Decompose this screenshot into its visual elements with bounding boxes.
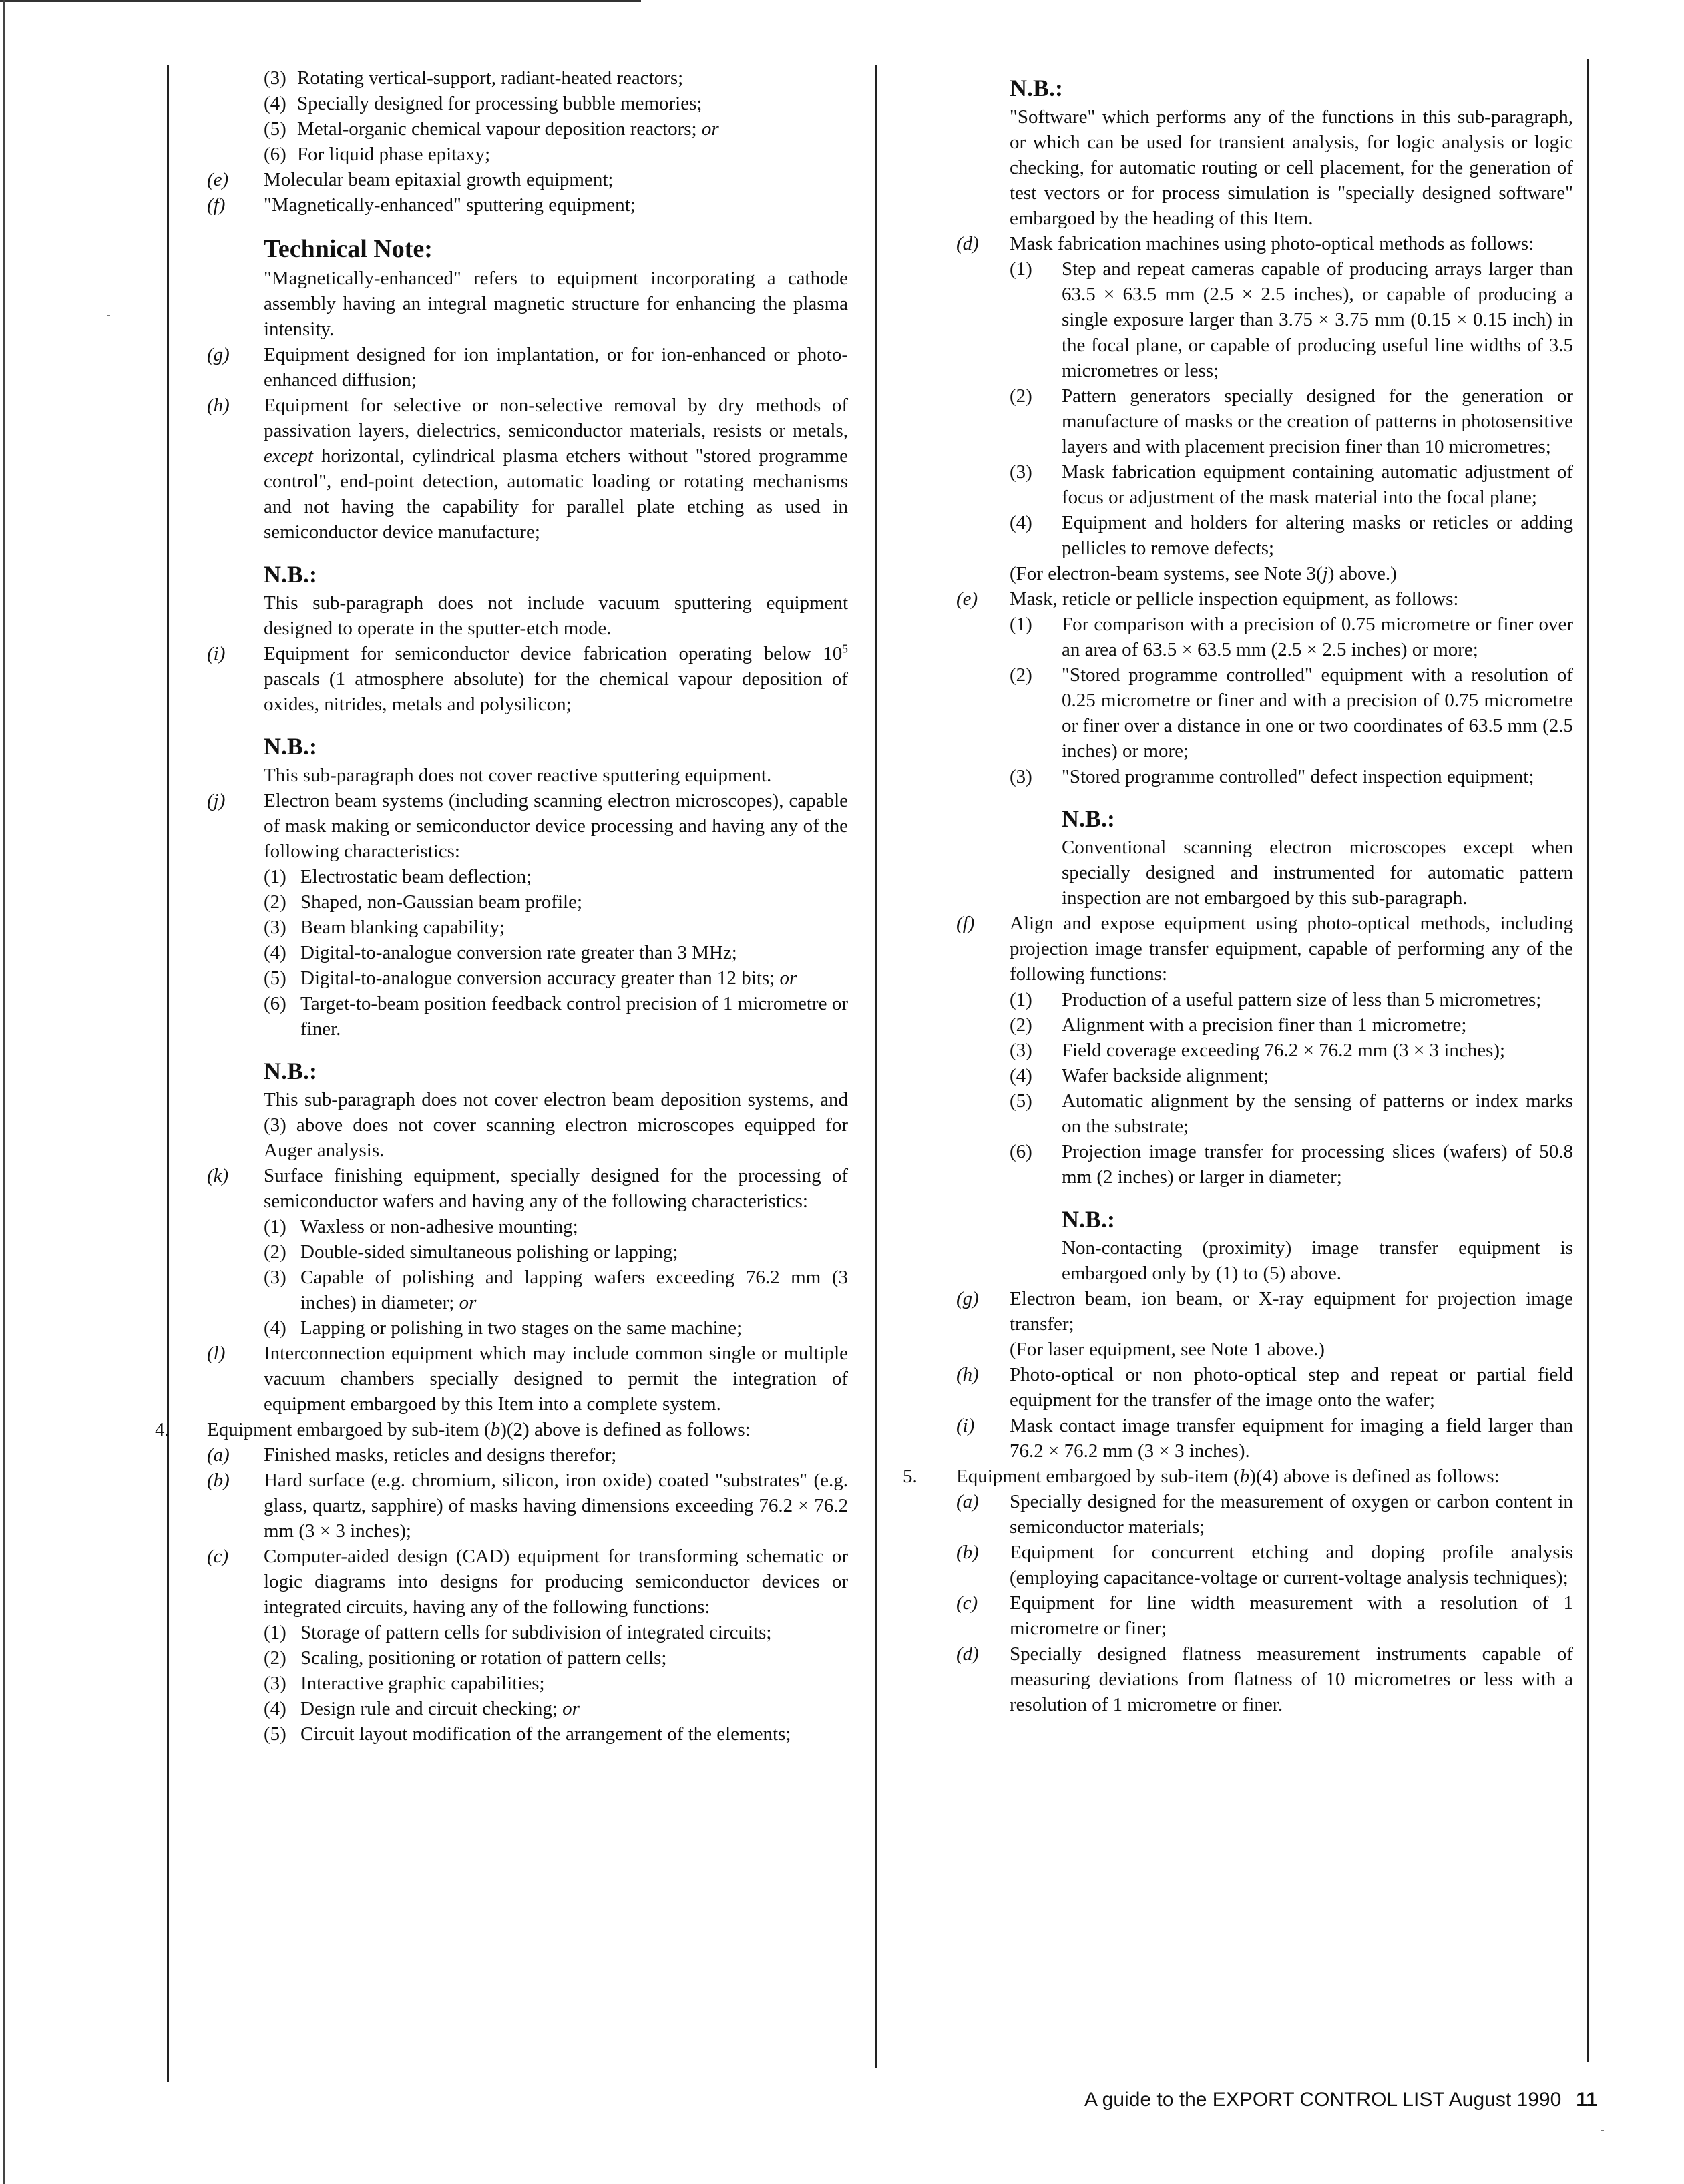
item-text: Specially designed for processing bubble memories; (297, 93, 702, 114)
note-paragraph: "Software" which performs any of the functions in this sub-paragraph, or which can be used for transient analysis, for logic analysis or logic checking, for automatic routing or cell placement, for the generation of test vectors or for process simulation is "specially designed software" embargoed by the heading of this Item. (1010, 106, 1573, 229)
list-item (207, 1163, 848, 1214)
list-item (956, 1540, 1573, 1590)
list-item (956, 1413, 1573, 1464)
list-item (264, 1620, 848, 1645)
item-marker: (3) (1010, 1040, 1032, 1061)
item-text: For liquid phase epitaxy; (297, 144, 491, 165)
list-item (207, 1442, 848, 1468)
list-item (207, 192, 848, 218)
list-item (1010, 987, 1573, 1012)
list-item (264, 1721, 848, 1747)
item-text: Align and expose equipment using photo-optical methods, including projection image transfer equipment, capable of performing any of the following functions: (1010, 913, 1573, 985)
item-marker: (1) (264, 1622, 286, 1643)
list-item (1010, 1012, 1573, 1038)
item-text: Electron beam, ion beam, or X-ray equipment for projection image transfer; (1010, 1288, 1573, 1335)
item-marker: (3) (264, 67, 286, 89)
item-marker: (5) (264, 1723, 286, 1745)
item-marker: (d) (956, 1643, 979, 1665)
item-marker: (e) (956, 588, 978, 610)
item-text: Interactive graphic capabilities; (300, 1673, 545, 1694)
item-marker: (a) (207, 1444, 230, 1466)
list-item (1010, 1088, 1573, 1139)
nb-heading: N.B.: (1062, 805, 1115, 832)
list-item (956, 1489, 1573, 1540)
list-item (264, 142, 848, 167)
item-marker: (5) (264, 118, 286, 140)
note-paragraph: This sub-paragraph does not cover reactive sputtering equipment. (264, 765, 772, 786)
item-text: Wafer backside alignment; (1062, 1065, 1269, 1086)
item-marker: (4) (264, 1317, 286, 1339)
item-marker: (6) (264, 144, 286, 165)
list-item (264, 1265, 848, 1315)
list-item (264, 91, 848, 116)
item-text: Electrostatic beam deflection; (300, 866, 532, 887)
list-item (264, 116, 848, 142)
item-text: Storage of pattern cells for subdivision of integrated circuits; (300, 1622, 772, 1643)
list-item (264, 1645, 848, 1671)
left-column (155, 65, 848, 1747)
scan-speck (1601, 2130, 1604, 2131)
item-marker: 4. (155, 1419, 170, 1440)
item-text: Mask, reticle or pellicle inspection equipment, as follows: (1010, 588, 1459, 610)
item-text: Mask fabrication equipment containing automatic adjustment of focus or adjustment of the mask material into the focal plane; (1062, 461, 1573, 508)
page-left-edge (3, 0, 5, 2184)
item-marker: (1) (264, 1216, 286, 1237)
item-text: Equipment for line width measurement with a resolution of 1 micrometre or finer; (1010, 1592, 1573, 1639)
list-item (264, 889, 848, 915)
list-item (956, 586, 1573, 612)
item-marker: (j) (207, 790, 226, 811)
right-margin-rule (1587, 59, 1589, 2062)
list-item (207, 1468, 848, 1544)
nb-heading: N.B.: (1062, 1206, 1115, 1233)
list-item (264, 1239, 848, 1265)
item-text: Equipment and holders for altering masks or reticles or adding pellicles to remove defects; (1062, 512, 1573, 559)
item-text: Digital-to-analogue conversion rate greater than 3 MHz; (300, 942, 737, 963)
item-marker: (1) (264, 866, 286, 887)
item-text: Waxless or non-adhesive mounting; (300, 1216, 578, 1237)
nb-heading: N.B.: (264, 561, 317, 588)
item-text: Alignment with a precision finer than 1 micrometre; (1062, 1014, 1467, 1036)
item-text: Equipment designed for ion implantation, or for ion-enhanced or photo-enhanced diffusion; (264, 344, 848, 391)
item-marker: (2) (1010, 385, 1032, 407)
item-marker: (f) (207, 194, 226, 216)
list-item (264, 1315, 848, 1341)
page-footer (1084, 2089, 1597, 2111)
item-text: For comparison with a precision of 0.75 micrometre or finer over an area of 63.5 × 63.5 mm (2.5 × 2.5 inches) or more; (1062, 614, 1573, 660)
item-text: Target-to-beam position feedback control precision of 1 micrometre or finer. (300, 993, 848, 1040)
item-text: "Magnetically-enhanced" sputtering equipment; (264, 194, 636, 216)
technical-note-heading: Technical Note: (264, 235, 433, 263)
list-item (264, 1696, 848, 1721)
item-marker: (3) (1010, 766, 1032, 787)
list-item (264, 915, 848, 940)
nb-heading: N.B.: (1010, 75, 1063, 101)
item-text: Double-sided simultaneous polishing or lapping; (300, 1241, 678, 1263)
item-text: Design rule and circuit checking; or (300, 1698, 580, 1719)
item-text: Projection image transfer for processing slices (wafers) of 50.8 mm (2 inches) or larger in diameter; (1062, 1141, 1573, 1188)
list-item (264, 1671, 848, 1696)
list-item (1010, 612, 1573, 662)
item-marker: (2) (1010, 1014, 1032, 1036)
item-marker: (i) (956, 1415, 975, 1436)
item-marker: (d) (956, 233, 979, 254)
item-text: Specially designed flatness measurement instruments capable of measuring deviations from flatness of 10 micrometres or less with a resolution of 1 micrometre or finer. (1010, 1643, 1573, 1715)
item-text: Mask fabrication machines using photo-optical methods as follows: (1010, 233, 1534, 254)
list-item (207, 1544, 848, 1620)
note-paragraph: Non-contacting (proximity) image transfer equipment is embargoed only by (1) to (5) above. (1062, 1237, 1573, 1284)
item-text: Metal-organic chemical vapour deposition reactors; or (297, 118, 719, 140)
item-marker: (3) (264, 1673, 286, 1694)
list-item (956, 231, 1573, 256)
list-item (956, 1286, 1573, 1337)
column-divider (875, 65, 877, 2068)
item-text: Equipment embargoed by sub-item (b)(2) above is defined as follows: (207, 1419, 751, 1440)
item-marker: (c) (207, 1546, 229, 1567)
list-item (1010, 256, 1573, 383)
list-item (155, 1417, 848, 1442)
note-paragraph: This sub-paragraph does not include vacuum sputtering equipment designed to operate in the sputter-etch mode. (264, 592, 848, 639)
item-text: Pattern generators specially designed for the generation or manufacture of masks or the creation of patterns in photosensitive layers and with placement precision finer than 10 micrometres; (1062, 385, 1573, 457)
list-item (956, 1590, 1573, 1641)
item-marker: (6) (1010, 1141, 1032, 1162)
item-text: Production of a useful pattern size of less than 5 micrometres; (1062, 989, 1542, 1010)
item-text: Surface finishing equipment, specially designed for the processing of semiconductor wafers and having any of the following characteristics: (264, 1165, 848, 1212)
list-item (1010, 662, 1573, 764)
nb-heading: N.B.: (264, 1058, 317, 1084)
item-marker: (2) (264, 1647, 286, 1669)
item-marker: (e) (207, 169, 229, 190)
item-marker: (b) (956, 1542, 979, 1563)
item-text: Equipment for concurrent etching and doping profile analysis (employing capacitance-voltage or current-voltage analysis techniques); (1010, 1542, 1573, 1588)
item-marker: (k) (207, 1165, 229, 1186)
list-item (207, 342, 848, 393)
item-marker: (1) (1010, 989, 1032, 1010)
item-text: "Stored programme controlled" equipment with a resolution of 0.25 micrometre or finer and with a precision of 0.75 micrometre or finer over a distance in one or two coordinates of 63.5 mm (2.5 inches) or more; (1062, 664, 1573, 762)
item-text: Mask contact image transfer equipment for imaging a field larger than 76.2 × 76.2 mm (3 × 3 inches). (1010, 1415, 1573, 1462)
list-item (956, 1641, 1573, 1717)
item-text: Circuit layout modification of the arrangement of the elements; (300, 1723, 791, 1745)
list-item (207, 788, 848, 864)
list-item (264, 864, 848, 889)
note-paragraph: Conventional scanning electron microscopes except when specially designed and instrumented for automatic pattern inspection are not embargoed by this sub-paragraph. (1062, 837, 1573, 909)
item-marker: (2) (264, 891, 286, 913)
item-text: Hard surface (e.g. chromium, silicon, iron oxide) coated "substrates" (e.g. glass, quartz, sapphire) of masks having dimensions exceeding 76.2 × 76.2 mm (3 × 3 inches); (264, 1470, 848, 1542)
list-item (264, 965, 848, 991)
list-item (207, 641, 848, 717)
item-marker: (4) (264, 93, 286, 114)
item-text: Molecular beam epitaxial growth equipment; (264, 169, 614, 190)
note-paragraph: (For laser equipment, see Note 1 above.) (1010, 1339, 1325, 1360)
list-item (1010, 383, 1573, 459)
item-marker: (5) (264, 967, 286, 989)
item-text: Finished masks, reticles and designs therefor; (264, 1444, 617, 1466)
list-item (207, 393, 848, 545)
list-item (264, 940, 848, 965)
list-item (207, 1341, 848, 1417)
item-text: Equipment for semiconductor device fabrication operating below $10^5$ pascals (1 atmosphere absolute) for the chemical vapour deposition of oxides, nitrides, metals and polysilicon; (264, 642, 848, 715)
list-item (1010, 1038, 1573, 1063)
item-text: Specially designed for the measurement of oxygen or carbon content in semiconductor materials; (1010, 1491, 1573, 1538)
item-marker: (g) (207, 344, 230, 365)
footer-title: A guide to the EXPORT CONTROL LIST August 1990 (1084, 2089, 1562, 2111)
item-text: Capable of polishing and lapping wafers exceeding 76.2 mm (3 inches) in diameter; or (300, 1267, 848, 1313)
item-marker: (1) (1010, 258, 1032, 280)
list-item (1010, 1139, 1573, 1190)
item-marker: (6) (264, 993, 286, 1014)
item-marker: 5. (903, 1466, 917, 1487)
scan-speck (107, 315, 110, 316)
page-top-edge (0, 0, 641, 2)
item-text: Interconnection equipment which may include common single or multiple vacuum chambers specially designed to permit the integration of equipment embargoed by this Item into a complete system. (264, 1343, 848, 1415)
item-marker: (h) (207, 395, 230, 416)
item-marker: (2) (1010, 664, 1032, 686)
item-text: Automatic alignment by the sensing of patterns or index marks on the substrate; (1062, 1090, 1573, 1137)
item-marker: (4) (264, 942, 286, 963)
list-item (1010, 510, 1573, 561)
list-item (264, 991, 848, 1042)
list-item (903, 1464, 1573, 1489)
list-item (1010, 1063, 1573, 1088)
list-item (1010, 459, 1573, 510)
right-column (903, 59, 1573, 1717)
item-marker: (l) (207, 1343, 226, 1364)
item-marker: (c) (956, 1592, 978, 1614)
note-paragraph: "Magnetically-enhanced" refers to equipment incorporating a cathode assembly having an integral magnetic structure for enhancing the plasma intensity. (264, 268, 848, 340)
item-text: Digital-to-analogue conversion accuracy greater than 12 bits; or (300, 967, 797, 989)
note-paragraph: (For electron-beam systems, see Note 3(j) above.) (1010, 563, 1397, 584)
item-marker: (3) (264, 1267, 286, 1288)
item-marker: (a) (956, 1491, 979, 1512)
item-marker: (4) (1010, 1065, 1032, 1086)
note-paragraph: This sub-paragraph does not cover electron beam deposition systems, and (3) above does not cover scanning electron microscopes equipped for Auger analysis. (264, 1089, 848, 1161)
item-text: Lapping or polishing in two stages on the same machine; (300, 1317, 743, 1339)
item-text: Beam blanking capability; (300, 917, 505, 938)
left-margin-rule (167, 65, 169, 2082)
item-text: Photo-optical or non photo-optical step and repeat or partial field equipment for the transfer of the image onto the wafer; (1010, 1364, 1573, 1411)
list-item (956, 911, 1573, 987)
item-marker: (1) (1010, 614, 1032, 635)
page-number: 11 (1576, 2089, 1597, 2111)
item-text: Step and repeat cameras capable of producing arrays larger than 63.5 × 63.5 mm (2.5 × 2.5 inches), or capable of producing a single exposure larger than 3.75 × 3.75 mm (0.15 × 0.15 inch) in the focal plane, or capable of producing useful line widths of 3.5 micrometres or less; (1062, 258, 1573, 381)
item-text: Field coverage exceeding 76.2 × 76.2 mm (3 × 3 inches); (1062, 1040, 1506, 1061)
list-item (264, 1214, 848, 1239)
item-marker: (2) (264, 1241, 286, 1263)
item-marker: (b) (207, 1470, 230, 1491)
list-item (956, 1362, 1573, 1413)
item-text: Electron beam systems (including scanning electron microscopes), capable of mask making or semiconductor device processing and having any of the following characteristics: (264, 790, 848, 862)
item-marker: (4) (1010, 512, 1032, 533)
list-item (264, 65, 848, 91)
nb-heading: N.B.: (264, 733, 317, 760)
item-text: Shaped, non-Gaussian beam profile; (300, 891, 583, 913)
item-text: Equipment for selective or non-selective removal by dry methods of passivation layers, dielectrics, semiconductor materials, resists or metals, except horizontal, cylindrical plasma etchers without "stored programme control", end-point detection, automatic loading or rotating mechanisms and not having the capability for parallel plate etching as used in semiconductor device manufacture; (264, 395, 848, 543)
item-marker: (f) (956, 913, 975, 934)
item-marker: (4) (264, 1698, 286, 1719)
list-item (1010, 764, 1573, 789)
item-text: "Stored programme controlled" defect inspection equipment; (1062, 766, 1534, 787)
item-marker: (i) (207, 643, 226, 664)
list-item (207, 167, 848, 192)
item-marker: (g) (956, 1288, 979, 1309)
item-text: Scaling, positioning or rotation of pattern cells; (300, 1647, 667, 1669)
item-text: Rotating vertical-support, radiant-heated reactors; (297, 67, 684, 89)
item-marker: (h) (956, 1364, 979, 1385)
item-marker: (3) (1010, 461, 1032, 483)
item-text: Computer-aided design (CAD) equipment for transforming schematic or logic diagrams into designs for producing semiconductor devices or integrated circuits, having any of the following functions: (264, 1546, 848, 1618)
item-marker: (5) (1010, 1090, 1032, 1112)
item-marker: (3) (264, 917, 286, 938)
item-text: Equipment embargoed by sub-item (b)(4) above is defined as follows: (956, 1466, 1500, 1487)
